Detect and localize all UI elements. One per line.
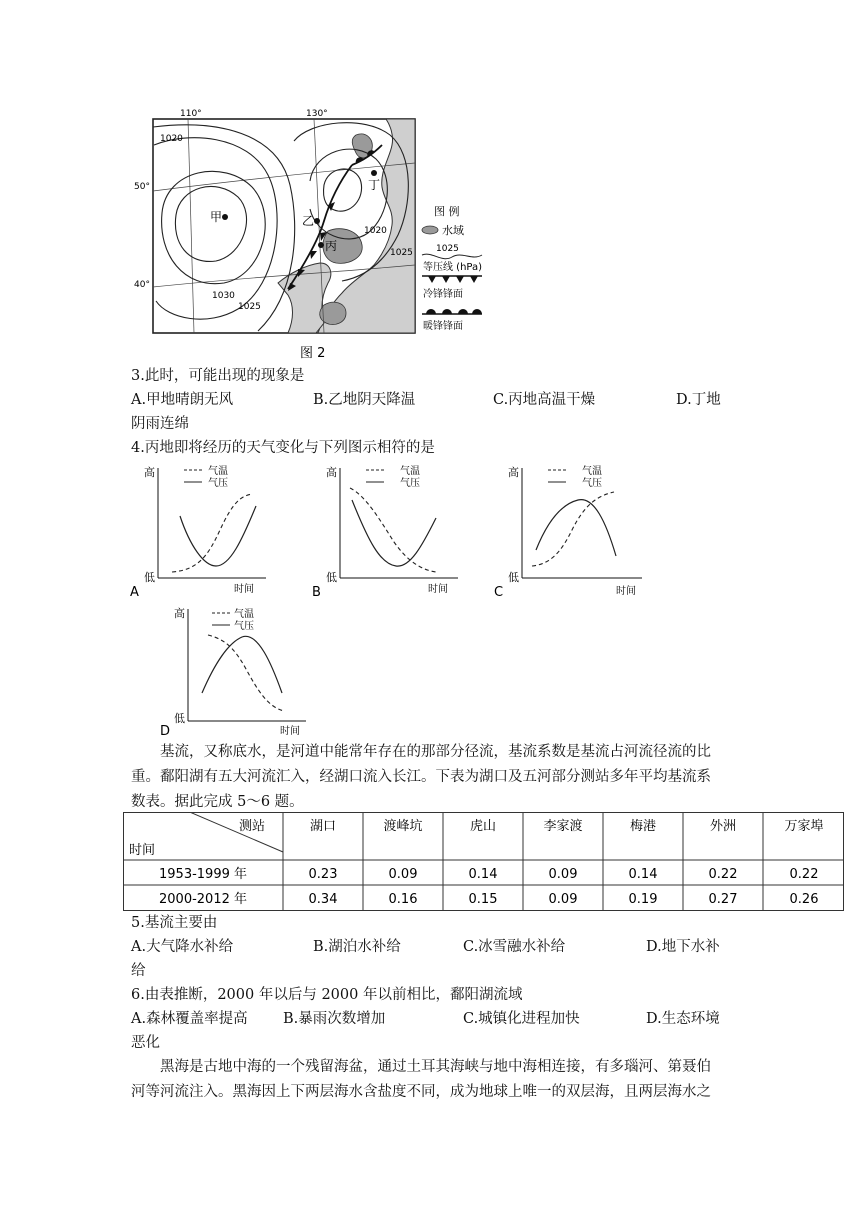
legend-pressure: 气压 — [400, 478, 420, 489]
station-header: 万家埠 — [784, 819, 824, 834]
corner-time: 时间 — [129, 843, 156, 858]
station-header: 湖口 — [309, 819, 337, 834]
graph-low-label: 低 — [326, 571, 337, 584]
point-ding-dot — [371, 170, 377, 176]
station-header: 梅港 — [629, 819, 657, 834]
graph-a[interactable] — [128, 460, 268, 600]
table-cell: 0.22 — [789, 867, 819, 882]
lon-label: 110° — [180, 109, 202, 119]
temp-curve — [532, 492, 614, 566]
q3-option-a[interactable]: A.甲地晴朗无风 — [131, 392, 234, 408]
point-bing-label: 丙 — [325, 239, 338, 253]
q5-option-a[interactable]: A.大气降水补给 — [131, 939, 234, 955]
row-period: 2000-2012 年 — [159, 892, 247, 907]
intro-56-line2: 重。鄱阳湖有五大河流汇入，经湖口流入长江。下表为湖口及五河部分测站多年平均基流系 — [131, 769, 711, 785]
legend-pressure: 气压 — [582, 478, 602, 489]
q5-option-b[interactable]: B.湖泊水补给 — [313, 939, 401, 955]
graph-low-label: 低 — [174, 712, 185, 725]
table-cell: 0.09 — [388, 867, 418, 882]
legend-warm-front: 暖锋锋面 — [423, 321, 463, 332]
baseflow-table — [123, 812, 845, 912]
figure-caption: 图 2 — [300, 346, 326, 361]
graph-option-label: B — [312, 585, 321, 600]
station-header: 外洲 — [709, 819, 737, 834]
table-cell: 0.23 — [308, 867, 338, 882]
legend-pressure: 气压 — [208, 478, 228, 489]
lat-label: 50° — [134, 182, 150, 192]
pressure-curve — [180, 506, 256, 566]
map-legend — [422, 204, 482, 332]
graph-high-label: 高 — [144, 466, 155, 479]
graph-time-label: 时间 — [428, 584, 448, 595]
table-cell: 0.26 — [789, 892, 819, 907]
q6-option-c[interactable]: C.城镇化进程加快 — [463, 1011, 580, 1027]
isobar-label: 1030 — [212, 291, 235, 301]
legend-cold-front: 冷锋锋面 — [423, 289, 463, 300]
point-yi-dot — [314, 218, 320, 224]
temp-curve — [350, 488, 436, 572]
graph-option-label: D — [160, 724, 171, 737]
isobar-label: 1020 — [364, 226, 387, 236]
legend-temp: 气温 — [234, 609, 254, 620]
legend-title: 图 例 — [434, 205, 460, 218]
table-cell: 0.34 — [308, 892, 338, 907]
table-cell: 0.27 — [708, 892, 738, 907]
point-yi-label: 乙 — [302, 214, 315, 228]
row-period: 1953-1999 年 — [159, 867, 247, 882]
graph-time-label: 时间 — [616, 586, 636, 597]
legend-isobar-value: 1025 — [436, 244, 459, 254]
table-cell: 0.14 — [628, 867, 658, 882]
graph-d[interactable] — [160, 603, 310, 737]
graph-c[interactable] — [492, 460, 652, 600]
intro-56-line1: 基流，又称底水，是河道中能常年存在的那部分径流，基流系数是基流占河流径流的比 — [160, 744, 711, 760]
legend-water: 水域 — [442, 224, 464, 237]
legend-temp: 气温 — [400, 466, 420, 477]
q6-option-d-wrap: 恶化 — [131, 1035, 160, 1051]
q3-option-d[interactable]: D.丁地 — [676, 392, 721, 408]
q3-option-c[interactable]: C.丙地高温干燥 — [493, 392, 596, 408]
graph-time-label: 时间 — [234, 584, 254, 595]
q5-option-d[interactable]: D.地下水补 — [646, 939, 720, 955]
q5-option-d-wrap: 给 — [131, 963, 146, 979]
q5-option-c[interactable]: C.冰雪融水补给 — [463, 939, 566, 955]
graph-time-label: 时间 — [280, 726, 300, 737]
graph-high-label: 高 — [174, 607, 185, 620]
point-jia-label: 甲 — [210, 210, 223, 224]
station-header: 渡峰坑 — [383, 819, 423, 834]
graph-high-label: 高 — [508, 466, 519, 479]
graph-low-label: 低 — [144, 571, 155, 584]
graph-b[interactable] — [310, 460, 460, 600]
point-ding-label: 丁 — [368, 178, 381, 192]
intro-blacksea-line1: 黑海是古地中海的一个残留海盆，通过土耳其海峡与地中海相连接，有多瑙河、第聂伯 — [160, 1059, 711, 1075]
question-3-stem: 3.此时，可能出现的现象是 — [131, 368, 305, 384]
legend-temp: 气温 — [208, 466, 228, 477]
isobar-label: 1020 — [160, 134, 183, 144]
question-4-stem: 4.丙地即将经历的天气变化与下列图示相符的是 — [131, 440, 435, 456]
legend-temp: 气温 — [582, 466, 602, 477]
graph-option-label: C — [494, 585, 504, 600]
table-cell: 0.15 — [468, 892, 498, 907]
point-bing-dot — [318, 242, 324, 248]
q6-option-b[interactable]: B.暴雨次数增加 — [283, 1011, 386, 1027]
corner-station: 测站 — [239, 819, 266, 834]
table-cell: 0.09 — [548, 867, 578, 882]
q3-option-d-wrap: 阴雨连绵 — [131, 416, 189, 432]
temp-curve — [172, 494, 252, 572]
station-header: 虎山 — [469, 819, 497, 834]
table-cell: 0.22 — [708, 867, 738, 882]
intro-blacksea-line2: 河等河流注入。黑海因上下两层海水含盐度不同，成为地球上唯一的双层海，且两层海水之 — [131, 1084, 711, 1100]
pressure-curve — [352, 500, 436, 566]
isobar-label: 1025 — [238, 302, 261, 312]
q6-option-a[interactable]: A.森林覆盖率提高 — [131, 1011, 248, 1027]
legend-pressure: 气压 — [234, 621, 254, 632]
pressure-curve — [202, 636, 282, 693]
q6-option-d[interactable]: D.生态环境 — [646, 1011, 720, 1027]
question-6-stem: 6.由表推断，2000 年以后与 2000 年以前相比，鄱阳湖流域 — [131, 987, 523, 1003]
intro-56-line3: 数表。据此完成 5～6 题。 — [131, 794, 304, 810]
lon-label: 130° — [306, 109, 328, 119]
weather-map-figure — [128, 105, 498, 365]
table-cell: 0.09 — [548, 892, 578, 907]
lat-label: 40° — [134, 280, 150, 290]
q3-option-b[interactable]: B.乙地阴天降温 — [313, 392, 416, 408]
question-5-stem: 5.基流主要由 — [131, 915, 218, 931]
point-jia-dot — [222, 214, 228, 220]
graph-low-label: 低 — [508, 571, 519, 584]
temp-curve — [208, 635, 284, 711]
graph-high-label: 高 — [326, 466, 337, 479]
isobar-label: 1025 — [390, 248, 413, 258]
graph-option-label: A — [130, 585, 139, 600]
pressure-curve — [536, 500, 616, 556]
table-cell: 0.19 — [628, 892, 658, 907]
station-header: 李家渡 — [543, 819, 583, 834]
table-cell: 0.16 — [388, 892, 418, 907]
legend-isobar: 等压线 (hPa) — [423, 262, 483, 273]
table-cell: 0.14 — [468, 867, 498, 882]
